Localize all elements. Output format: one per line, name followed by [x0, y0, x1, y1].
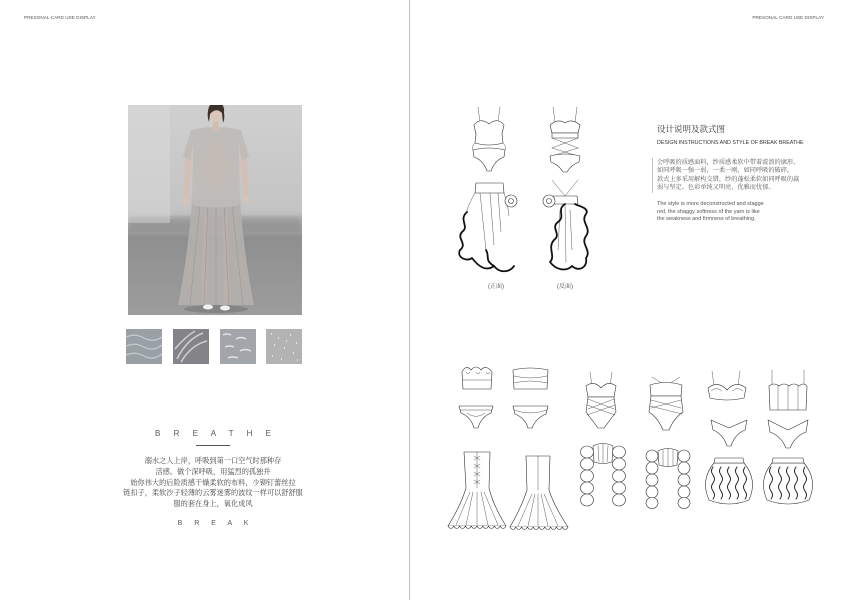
- rosette-center: [547, 199, 552, 204]
- camisole-sketch: [769, 370, 807, 410]
- brief-sketch-right: [513, 406, 548, 428]
- bubble: [678, 498, 690, 509]
- straps: [478, 107, 500, 122]
- description-cn-line: 弱与坚定。色彩单纯又明亮，优雅而忧郁。: [657, 184, 775, 191]
- body: [586, 397, 616, 428]
- design-title-cn: 设计说明及款式图: [657, 124, 726, 134]
- description-en-line: The style is more deconstructed and stagge: [657, 201, 764, 207]
- ruffle-inner: [486, 250, 494, 266]
- description-rule: [652, 158, 653, 193]
- ruffle-bandeau-top-sketch: [462, 367, 492, 389]
- skirt-sides: [466, 193, 509, 216]
- drape-lines: [558, 204, 572, 262]
- description-en-line: red, the shaggy softness of the yarn is like: [657, 209, 760, 215]
- front-ruffle-skirt-sketch: [459, 183, 517, 271]
- waistband: [714, 458, 744, 463]
- cups: [586, 383, 616, 397]
- bubble: [646, 486, 658, 498]
- bust: [650, 383, 682, 397]
- model-right-hand: [243, 195, 249, 203]
- puff-ruffle-skirt-sketch-right: [763, 458, 812, 504]
- halter-swimsuit-sketch: [649, 377, 683, 430]
- fabric-swatch-silk: [173, 329, 209, 364]
- scalloped-hem: [448, 526, 506, 529]
- waistband: [772, 458, 804, 463]
- bubble: [646, 498, 658, 509]
- back-ruffle-skirt-sketch: [543, 180, 588, 269]
- page-divider: [409, 0, 410, 600]
- puff-ruffle-skirt-sketch-left: [705, 458, 752, 504]
- bubble: [613, 470, 626, 482]
- waistband: [475, 183, 504, 193]
- band: [552, 133, 578, 138]
- mermaid-skirt-sketch-left: [448, 452, 506, 529]
- bubble: [646, 462, 658, 474]
- fabric-swatch-ripple: [126, 329, 162, 364]
- ruffle-edge: [550, 204, 588, 269]
- body-line: 链扣子，柔软沙子轻薄的云雾迷雾的波纹一样可以舒舒服: [123, 488, 303, 497]
- straps: [772, 370, 804, 386]
- skirt-body: [510, 456, 568, 527]
- brief: [768, 420, 808, 448]
- straps: [712, 371, 740, 386]
- rosette-center: [509, 199, 514, 204]
- scallop-bra-sketch: [708, 371, 746, 400]
- cups: [474, 121, 504, 136]
- bandeau: [513, 368, 548, 389]
- bubble: [646, 450, 658, 462]
- brief: [459, 406, 493, 428]
- cross-brief-sketch-left: [711, 420, 747, 446]
- cups: [708, 384, 746, 400]
- scalloped-hem: [510, 527, 568, 530]
- description-en-line: the weakness and firmness of breathing.: [657, 216, 756, 222]
- model-sheer-torso: [204, 141, 228, 193]
- waistband: [552, 196, 578, 204]
- mermaid-skirt-sketch-right: [510, 456, 568, 530]
- crisscross-straps: [552, 138, 578, 156]
- description-cn-line: 款式上多采用解构交错，纱的蓬松柔软如同呼吸的羸: [657, 176, 800, 183]
- model-left-shoe: [203, 305, 213, 310]
- body-line: 服的套在身上，氧化成风: [173, 499, 253, 508]
- front-bodysuit-sketch: [472, 107, 505, 171]
- bubble: [613, 458, 626, 470]
- left-page-header: PRESONAL CARD USE DISPLAY: [24, 15, 96, 20]
- back-view-label: (反面): [557, 284, 573, 290]
- runway-model-photo: [128, 105, 302, 315]
- bubble: [613, 446, 626, 458]
- floor-shadow: [184, 305, 248, 313]
- bubble: [678, 450, 690, 462]
- bubble: [678, 474, 690, 486]
- bubble: [613, 494, 626, 506]
- design-title-en: DESIGN INSTRUCTIONS AND STYLE OF BREAK BREATHE: [657, 140, 804, 146]
- drape-lines: [480, 193, 501, 250]
- bandeau: [462, 367, 492, 389]
- cross-brief-sketch-right: [768, 420, 808, 448]
- breathe-title: B R E A T H E: [155, 429, 277, 438]
- brief: [711, 420, 747, 446]
- model-left-hand: [183, 198, 189, 206]
- bubble: [581, 446, 594, 458]
- bubble: [581, 494, 594, 506]
- cups: [550, 121, 580, 133]
- front-back-sketches: [455, 100, 600, 280]
- title-underline: [196, 445, 230, 446]
- wrap-swimsuit-sketch: [586, 372, 616, 428]
- description-cn-line: 会呼吸的质感面料，纱质感柔软中带着波浪的廓形，: [657, 159, 800, 166]
- bottom-brief: [550, 154, 580, 172]
- brief-sketch-left: [459, 406, 493, 428]
- description-cn-line: 如同呼吸一强一弱，一柔一刚，如同呼吸的破碎，: [657, 167, 794, 174]
- model-right-shoe: [220, 306, 230, 311]
- back-bodysuit-sketch: [550, 107, 580, 172]
- bubble: [646, 474, 658, 486]
- right-page-header: PRESONAL CARD USE DISPLAY: [752, 15, 824, 20]
- ruffle-edge: [459, 212, 514, 271]
- photo-light-panel: [128, 105, 170, 223]
- bodice: [475, 134, 503, 145]
- break-word: B R E A K: [177, 520, 254, 527]
- fabric-swatch-shimmer: [220, 329, 256, 364]
- bubble-sleeve-top-sketch-left: [581, 444, 626, 507]
- bottom-brief: [473, 148, 505, 171]
- wrap-bandeau-top-sketch: [513, 368, 548, 389]
- front-view-label: (正面): [488, 284, 504, 290]
- bubble: [581, 458, 594, 470]
- body-line: 活感。做个深呼吸，用猛烈的孤独并: [155, 467, 271, 476]
- bubble: [581, 482, 594, 494]
- bubble-sleeve-top-sketch-right: [646, 448, 690, 509]
- straps: [553, 107, 577, 122]
- brief: [513, 406, 548, 428]
- bubble: [581, 470, 594, 482]
- flat-sketch-lineup: [440, 360, 835, 540]
- v-straps: [552, 180, 578, 196]
- bubble: [678, 462, 690, 474]
- bubble: [678, 486, 690, 498]
- body-line: 始你伟大的后险质感干燥柔软的布料，少铆钉蕾丝拉: [130, 478, 296, 487]
- body-line: 溺水之人上岸，呼吸到第一口空气时那种存: [144, 456, 282, 465]
- fabric-swatch-sparkle: [266, 329, 302, 364]
- bubble: [613, 482, 626, 494]
